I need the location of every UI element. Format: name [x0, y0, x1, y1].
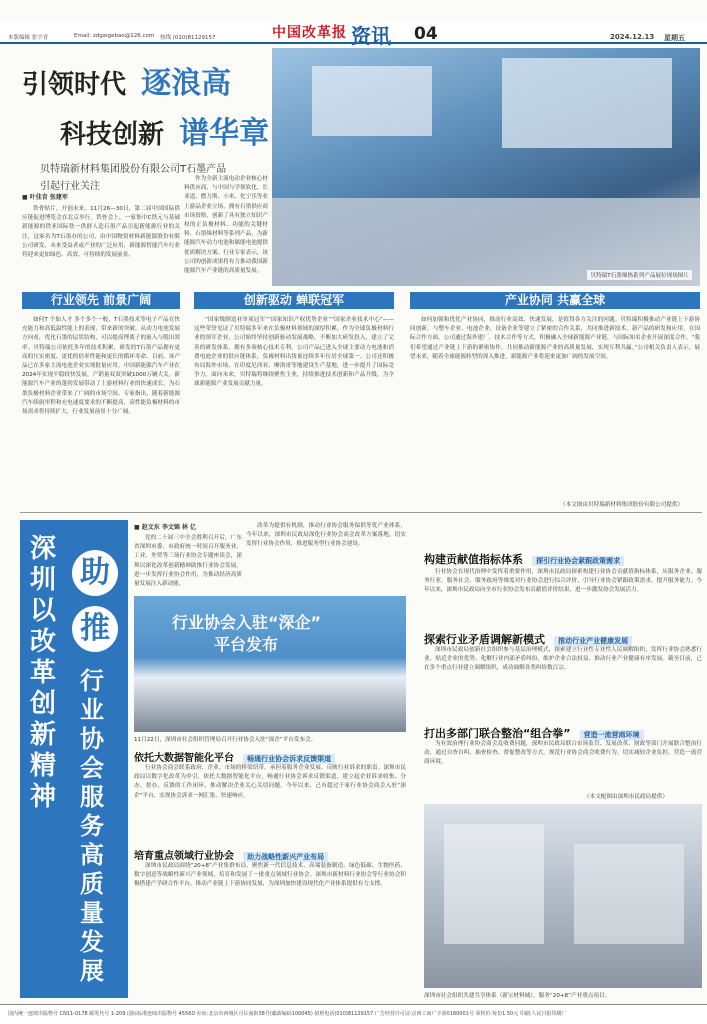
- lower-sec2-title: 培育重点领域行业协会: [134, 851, 234, 862]
- page-number: 04: [414, 24, 438, 44]
- lower-r1-text: 行业协会在现代治理中发挥着重要作用，深圳市民政局探索构建行业协会贡献值指标体系，从服务企业、服务行业、服务社会、服务政府等维度对行业协会进行综合评价，引导行业协会紧跟政策需求，提升服务能力。今年以来，深圳市民政局向全市行业协会发布贡献值评价结果，进一步激发协会发展活力。: [424, 569, 702, 594]
- headline-highlight: 谱华章: [179, 116, 270, 151]
- lower-sec2-text: 深圳市民政局围绕“20+8”产业集群布局，聚焦新一代信息技术、高端装备制造、绿色低碳、生物医药、数字创意等战略性新兴产业领域，培育和发展了一批重点领域行业协会。深圳市新材料行业协会等行业协会积极搭建产学研合作平台，推动产业链上下游协同发展，为深圳加快建设现代化产业体系提供有力支撑。: [134, 863, 406, 888]
- lower-intro-text: 党的二十届三中全会胜利召开后，广东省深圳市委、市政府统一时间召开服务业、工业、外贸等三场行业协会专题座谈会，深圳以深化改革创新精神助推行业协会发展，进一步发挥行业协会作用，为推动经济高质量发展注入新动能。: [134, 535, 242, 588]
- header-email: Email: zdgaigebao@126.com: [74, 33, 155, 39]
- lead-photo: [272, 48, 700, 286]
- banner-line-1: 行业协会入驻“深企”: [172, 613, 322, 632]
- masthead-logo: 中国改革报: [272, 25, 347, 41]
- headline-part: 引领时代: [22, 70, 127, 100]
- lower-r2-text: 深圳市民政局创新社会组织参与基层治理模式，探索建立行业性专业性人民调解组织，发挥行业协会熟悉行业、贴近企业的优势，化解行业内部矛盾纠纷，维护企业合法权益，推动行业产业健康有序发展。截至目前，已在多个重点行业建立调解组织，成功调解各类纠纷数百宗。: [424, 647, 702, 672]
- lower-r2-header: [424, 628, 702, 646]
- bottom-photo: [424, 804, 702, 988]
- headline-highlight: 逐浪高: [141, 66, 232, 101]
- header-phone: 热线 (010)81129157: [160, 35, 216, 41]
- section-header-3: 产业协同 共赢全球: [410, 292, 700, 309]
- lower-sec1-title: 依托大数据智能化平台: [134, 753, 234, 764]
- lower-r3-note: （本文配图由深圳市民政局提供）: [584, 794, 668, 800]
- lower-r1-title: 构建贡献值指标体系: [424, 553, 523, 566]
- column-title: 资讯: [351, 24, 391, 48]
- section-header-1: 行业领先 前景广阔: [22, 292, 180, 309]
- vertical-title-c: 行业协会服务高质量发展: [80, 666, 104, 985]
- vertical-title-a: 深圳以改革创新精神: [30, 534, 57, 812]
- section-3-note: （本文图由贝特瑞新材料集团股份有限公司提供）: [560, 502, 684, 508]
- vertical-title-b2: 推: [72, 606, 118, 652]
- lower-r1-tag: 探引行业协会紧跟政策需求: [532, 556, 624, 566]
- header-date: 2024.12.13: [610, 33, 655, 41]
- header-editor: 本版编辑 张宇青: [8, 35, 49, 41]
- lower-r1-header: [424, 548, 702, 566]
- lower-r3-title: 打出多部门联合整治“组合拳”: [424, 727, 571, 740]
- header-weekday: 星期五: [664, 34, 685, 42]
- headline-part: 科技创新: [60, 120, 165, 150]
- lower-mid-text: 改革为提供有机制，推动行业协会服务保供等优产业体系，今年以来，深圳市民政局深化行业协会商会改革方案落地，切实发挥行业协会作用，推进服务型行业协会建设。: [246, 523, 406, 548]
- photo-display-board: [574, 844, 684, 944]
- footer: [0, 1004, 707, 1024]
- lower-byline: ■ 赵文东 李文锦 林 亿: [134, 524, 197, 531]
- section-1-text: 如何T 个如人才 多个多个一般，T石墨技术等电子产品在快充能力和高低温性能上的表现，带来新的突破。从动力电池发展方向看，优化石墨的层状结构，可以提高锂离子的嵌入与脱出效率。贝特瑞公司依托多年的技术积累，研发的T石墨产品拥有更高的压实密度、更优的倍率性能和更长的循环寿命。目前，该产品已在多家主流电池企业实现批量应用。中国新能源汽车产业在2024年实现平稳较快发展，产销量双双突破1000万辆大关。新能源汽车产业的蓬勃发展带动了上游材料行业的快速成长，为石墨负极材料企业带来了广阔的市场空间。专家指出，随着新能源汽车续航里程和充电速度要求的不断提高，高性能负极材料的市场需求将持续扩大，行业发展前景十分广阔。: [22, 317, 180, 416]
- lower-sec2-tag: 助力战略性新兴产业布局: [243, 852, 328, 862]
- lower-r3-text: 为有效治理行业协会商会乱收费问题，深圳市民政局联合市场监管、发展改革、财政等部门开展联合整治行动，通过自查自纠、抽查检查、督促整改等方式，规范行业协会商会收费行为，切实减轻企业负担，营造一流营商环境。: [424, 741, 702, 766]
- lead-photo-caption: 贝特瑞T石墨烯热系列产品展位现场图片: [587, 270, 692, 280]
- lead-byline: ■ 叶佳音 张建军: [22, 194, 68, 201]
- lower-sec2-header: [134, 844, 406, 862]
- lower-r3-tag: 营造一流营商环境: [580, 730, 644, 740]
- lead-subtitle-2: 引起行业关注: [40, 181, 100, 192]
- lead-headline: [22, 58, 270, 192]
- lower-sec1-tag: 畅通行业协会诉求反馈渠道: [243, 754, 335, 764]
- lower-sec1-header: [134, 746, 406, 764]
- vertical-title-b1: 助: [72, 550, 118, 596]
- lower-r2-title: 探索行业矛盾调解新模式: [424, 633, 545, 646]
- lead-subtitle-1: 贝特瑞新材料集团股份有限公司T石墨产品: [40, 164, 227, 175]
- bottom-photo-caption: 深圳市社会组织共建共享体系（新宝材料城），服务“20+8”产业重点项目。: [424, 993, 611, 999]
- lead-intro-text: 铁骨贴片，开创未来。11月26—30日，第二届中国国际供应链促进博览会在北京举行。铁骨会上，一家集中C铁元与基础新能源的铁亚国际铁一供群人造石墨产品引起新能源行业的关注，这家名为T石墨办的公司，由中国物资材料新能源股份有限公司研发，未来受益者或产业的广泛应用，新能源智能汽车行业将迎来更加绿色、高效、可持续的发展前景。: [22, 206, 180, 259]
- photo-display-board: [444, 824, 544, 944]
- section-3-text: 如何加强和优化产业协同，推动行业高效、快速发展，是值得各方关注的问题。贝特瑞积极推动产业链上下游协同创新，与整车企业、电池企业、设备企业等建立了紧密的合作关系，共同推进新技术、新产品的研发和应用。在国际合作方面，公司通过海外建厂、技术合作等方式，积极融入全球新能源产业链，与国际知名企业开展深度合作。“我们希望通过产业链上下游的紧密协作，共同推动新能源产业的高质量发展，实现互利共赢。”公司相关负责人表示。展望未来，随着全球能源转型的深入推进，新能源产业将迎来更加广阔的发展空间。: [410, 317, 700, 360]
- lower-sec1-text: 行业协会商会联系政府、企业、市场的桥梁纽带，承担着服务企业发展、反映行业诉求的职责。深圳市民政局以数字化改革为牵引，依托大数据智能化平台，畅通行业协会诉求反馈渠道，建立起企业诉求收集、分办、督办、反馈的工作闭环，推动解决企业关心关切问题。今年以来，已有超过千家行业协会商会入驻“深企”平台，实现协会诉求一网汇集、快速响应。: [134, 765, 406, 799]
- photo-booth-wall: [312, 66, 432, 136]
- conference-photo: [134, 596, 406, 732]
- divider: [20, 512, 702, 513]
- footer-text: 国内统一连续出版物号 CN11-0178 邮发代号 1-209 国际标准连续出版物号 4556D 社址:北京市西城区月坛南街38号(邮政编码100045) 值班电话(010)81129157 广告经营许可证:京西工商广字第0180001号 零售价:每份1.50元 印刷:人民日报印刷厂: [8, 1011, 567, 1017]
- banner-line-2: 平台发布: [214, 635, 279, 654]
- conference-photo-caption: 11月22日，深圳市社会组织管理局召开行业协会入驻“深企”平台发布会。: [134, 737, 317, 743]
- lower-r2-tag: 推动行业产业健康发展: [554, 636, 632, 646]
- photo-booth-wall: [502, 58, 672, 148]
- vertical-title-panel: [20, 520, 128, 998]
- section-2-text: “国家级制造业单项冠军”“国家知识产权优势企业”“国家企业技术中心”——这些荣誉见证了贝特瑞多年来在负极材料领域的深厚积累。作为全球负极材料行业的领军企业，公司始终坚持创新驱动发展战略，不断加大研发投入，建立了完善的研发体系，拥有多项核心技术专利。公司产品已进入全球主要动力电池和消费电池企业的供应链体系，负极材料出货量连续多年位居全球第一。公司还积极布局海外市场，在印度尼西亚、摩洛哥等地建设生产基地，进一步提升了国际竞争力。面向未来，贝特瑞将继续聚焦主业，持续推进技术创新和产品升级，为全球新能源产业发展贡献力量。: [194, 317, 394, 388]
- lead-right-text: 作为全新主流电动企业核心材料供应商，与中国与学领软化、长亚道、燃力斯、小米、化宁乐等业上游品企业立场，拥有石墨供应商市场资格，创新了具有独立知识产权的正负极材料、功能的关键材料、石墨烯材料等系列产品，为新能源汽车动力电池和储能电池提供优质解决方案。行业专家表示，该公司的创新成果将有力推动我国新能源汽车产业链的高质量发展。: [184, 176, 268, 275]
- section-header-2: 创新驱动 蝉联冠军: [194, 292, 394, 309]
- lower-r3-header: [424, 722, 702, 740]
